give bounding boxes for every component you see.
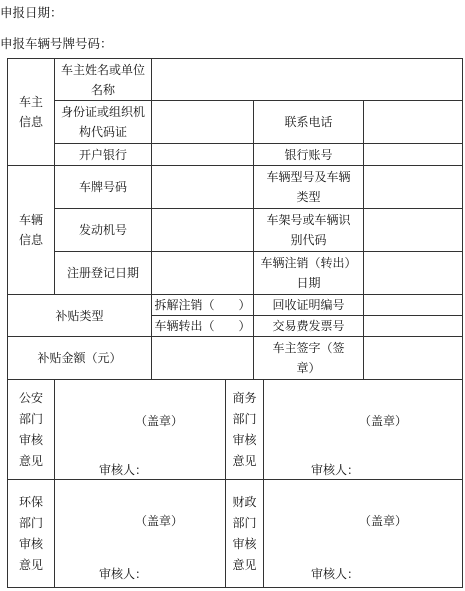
seal-text: （盖章）	[359, 414, 408, 428]
account-field[interactable]	[364, 144, 462, 166]
seal-text: （盖章）	[359, 514, 408, 528]
plate-number-label: 申报车辆号牌号码：	[0, 36, 113, 51]
subsidy-application-form	[7, 58, 463, 588]
owner-id-field[interactable]	[152, 101, 254, 144]
reviewer-label: 审核人：	[99, 567, 148, 581]
cancel-date-field[interactable]	[364, 252, 462, 295]
environment-review-field[interactable]	[55, 480, 226, 588]
owner-info-group-label: 车主 信息	[8, 59, 55, 166]
engine-label: 发动机号	[55, 209, 152, 252]
owner-name-label: 车主姓名或单位 名称	[55, 59, 152, 101]
report-date-label: 申报日期：	[0, 5, 63, 20]
transfer-option[interactable]: 车辆转出（ ）	[152, 316, 254, 337]
plate-label: 车牌号码	[55, 166, 152, 209]
invoice-field[interactable]	[364, 316, 462, 337]
environment-review-label: 环保 部门 审核 意见	[8, 480, 55, 588]
signature-label: 车主签字（签 章）	[254, 337, 364, 380]
public-security-review-label: 公安 部门 审核 意见	[8, 380, 55, 480]
bank-label: 开户银行	[55, 144, 152, 166]
vehicle-info-group-label: 车辆 信息	[8, 166, 55, 295]
amount-field[interactable]	[152, 337, 254, 380]
phone-field[interactable]	[364, 101, 462, 144]
owner-name-field[interactable]	[152, 59, 462, 101]
invoice-label: 交易费发票号	[254, 316, 364, 337]
reg-date-field[interactable]	[152, 252, 254, 295]
recycle-cert-label: 回收证明编号	[254, 295, 364, 316]
seal-text: （盖章）	[135, 514, 184, 528]
model-field[interactable]	[364, 166, 462, 209]
cancel-date-label: 车辆注销（转出） 日期	[254, 252, 364, 295]
phone-label: 联系电话	[254, 101, 364, 144]
reviewer-label: 审核人：	[311, 463, 360, 477]
reviewer-label: 审核人：	[311, 567, 360, 581]
bank-field[interactable]	[152, 144, 254, 166]
reg-date-label: 注册登记日期	[55, 252, 152, 295]
commerce-review-field[interactable]	[264, 380, 462, 480]
plate-field[interactable]	[152, 166, 254, 209]
commerce-review-label: 商务 部门 审核 意见	[226, 380, 264, 480]
scrap-option[interactable]: 拆解注销（ ）	[152, 295, 254, 316]
finance-review-field[interactable]	[264, 480, 462, 588]
amount-label: 补贴金额（元）	[8, 337, 152, 380]
seal-text: （盖章）	[135, 414, 184, 428]
account-label: 银行账号	[254, 144, 364, 166]
model-label: 车辆型号及车辆 类型	[254, 166, 364, 209]
subsidy-type-label: 补贴类型	[8, 295, 152, 337]
owner-id-label: 身份证或组织机 构代码证	[55, 101, 152, 144]
public-security-review-field[interactable]	[55, 380, 226, 480]
vin-field[interactable]	[364, 209, 462, 252]
finance-review-label: 财政 部门 审核 意见	[226, 480, 264, 588]
engine-field[interactable]	[152, 209, 254, 252]
reviewer-label: 审核人：	[99, 463, 148, 477]
signature-field[interactable]	[364, 337, 462, 380]
recycle-cert-field[interactable]	[364, 295, 462, 316]
vin-label: 车架号或车辆识 别代码	[254, 209, 364, 252]
